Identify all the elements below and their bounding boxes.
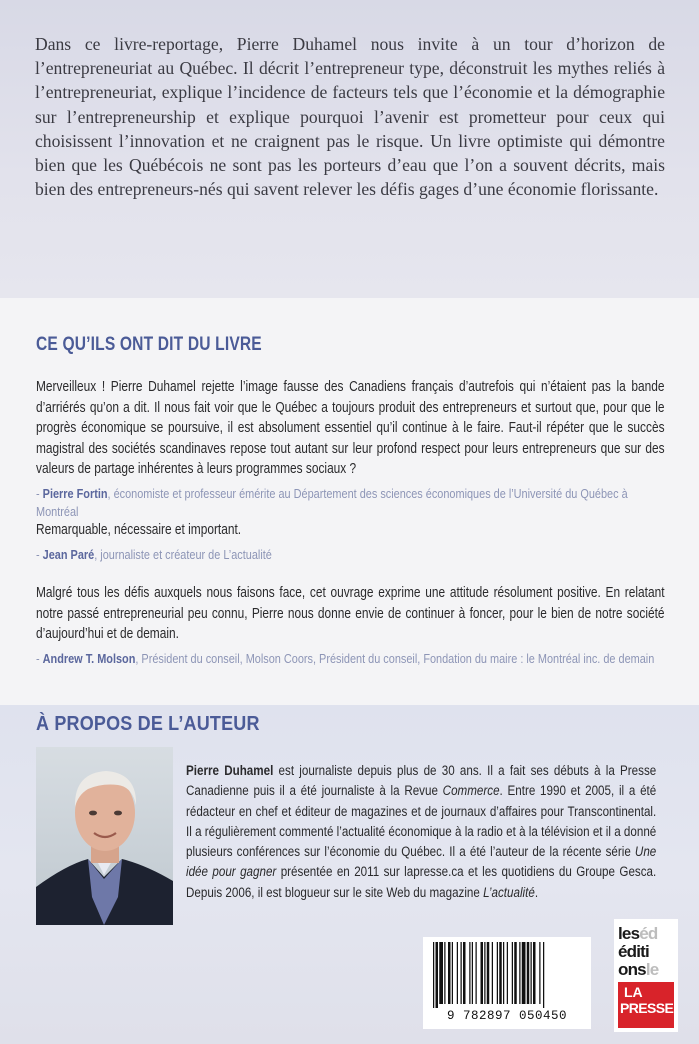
logo-line-1 (618, 925, 657, 942)
reviewer-name: Jean Paré (42, 546, 95, 562)
logo-line-3 (618, 961, 658, 978)
logo-text: éd (639, 924, 658, 943)
reviewer-role: , journaliste et créateur de L’actualité (94, 546, 272, 562)
publisher-logo (614, 919, 678, 1032)
review-attribution (36, 485, 665, 521)
author-name: Pierre Duhamel (186, 762, 274, 778)
review-attribution (36, 546, 665, 564)
bio-text: . Entre 1990 et 2005, il a été rédacteur en chef et éditeur de magazines et de journaux d’affaires pour Transcontinental. Il a régulièrement commenté l’actualité économique à la radio et à la télévision et il a donné plusieurs conférences sur l’économie du Québec. Il a été l’auteur de la récente série (186, 782, 657, 860)
author-photo (36, 747, 173, 925)
review-quote: Malgré tous les défis auxquels nous faisons face, cet ouvrage exprime une attitude résolument positive. En relatant notre passé entrepreneurial peu connu, Pierre nous donne envie de continuer à foncer, pour le bien de notre société d’aujourd’hui et de demain. (36, 585, 665, 642)
reviewer-name: Andrew T. Molson (42, 650, 136, 666)
isbn-number: 9 782897 050450 (446, 1009, 568, 1023)
author-bio (186, 760, 656, 902)
bio-series-title: Une idée pour gagner (186, 843, 657, 880)
bio-magazine-title: L’actualité (483, 883, 535, 900)
review-attribution (36, 650, 665, 668)
bio-text: présentée en 2011 sur lapresse.ca et les quotidiens du Groupe Gesca. Depuis 2006, il est blogueur sur le site Web du magazine (186, 863, 657, 900)
reviewer-name: Pierre Fortin (42, 485, 108, 501)
logo-la: LA (624, 984, 643, 1000)
attribution-dash: - (36, 485, 43, 501)
bio-text: . (534, 883, 539, 900)
attribution-dash: - (36, 546, 43, 562)
synopsis-text: Dans ce livre-reportage, Pierre Duhamel nous invite à un tour d’horizon de l’entrepreneuriat au Québec. Il décrit l’entrepreneur type, déconstruit les mythes reliés à l’entrepreneuriat, explique l’incidence de facteurs tels que l’économie et la démographie sur l’entrepreneurship et explique pourquoi l’avenir est prometteur pour ceux qui choisissent l’innovation et ne craignent pas le risque. Un livre optimiste qui démontre bien que les Québécois ne sont pas les porteurs d’eau que l’on a souvent décrits, mais bien des entrepreneurs-nés qui savent relever les défis gages d’une économie florissante. (35, 34, 665, 200)
bio-magazine-title: Commerce (442, 782, 500, 799)
review-item (36, 377, 665, 521)
logo-text: le (645, 960, 659, 979)
review-quote: Remarquable, nécessaire et important. (36, 522, 242, 538)
la-presse-badge (618, 982, 674, 1028)
review-item (36, 520, 665, 564)
reviews-heading: CE QU’ILS ONT DIT DU LIVRE (36, 334, 262, 355)
bio-text: est journaliste depuis plus de 30 ans. Il a fait ses débuts à la Presse Canadienne puis il a été journaliste à la Revue (186, 762, 657, 799)
review-quote: Merveilleux ! Pierre Duhamel rejette l’image fausse des Canadiens français d’autrefois qui n’étaient pas la bande d’arriérés qu’on a dit. Il nous fait voir que le Québec a toujours produit des entrepreneurs et surtout que, pour que le progrès économique se poursuive, il est absolument essentiel qu’il continue à le faire. Faut-il répéter que le succès magistral des sociétés scandinaves repose tout autant sur leur profond respect pour leurs entrepreneurs que sur des valeurs de partage inhérentes à leurs programmes sociaux ? (36, 379, 665, 477)
logo-text: ons (618, 960, 646, 979)
review-item (36, 583, 665, 668)
author-portrait-image (36, 747, 173, 925)
author-heading: À PROPOS DE L’AUTEUR (36, 713, 260, 735)
reviewer-role: , Président du conseil, Molson Coors, Président du conseil, Fondation du maire : le Montréal inc. de demain (135, 650, 655, 666)
barcode-bars (431, 942, 583, 1008)
reviewer-role: , économiste et professeur émérite au Département des sciences économiques de l’Université du Québec à Montréal (36, 485, 628, 519)
logo-presse: PRESSE (620, 1000, 674, 1016)
isbn-barcode (423, 937, 591, 1029)
logo-line-2: éditi (618, 942, 649, 961)
synopsis-panel (0, 0, 699, 298)
attribution-dash: - (36, 650, 43, 666)
logo-text: les (618, 924, 640, 943)
